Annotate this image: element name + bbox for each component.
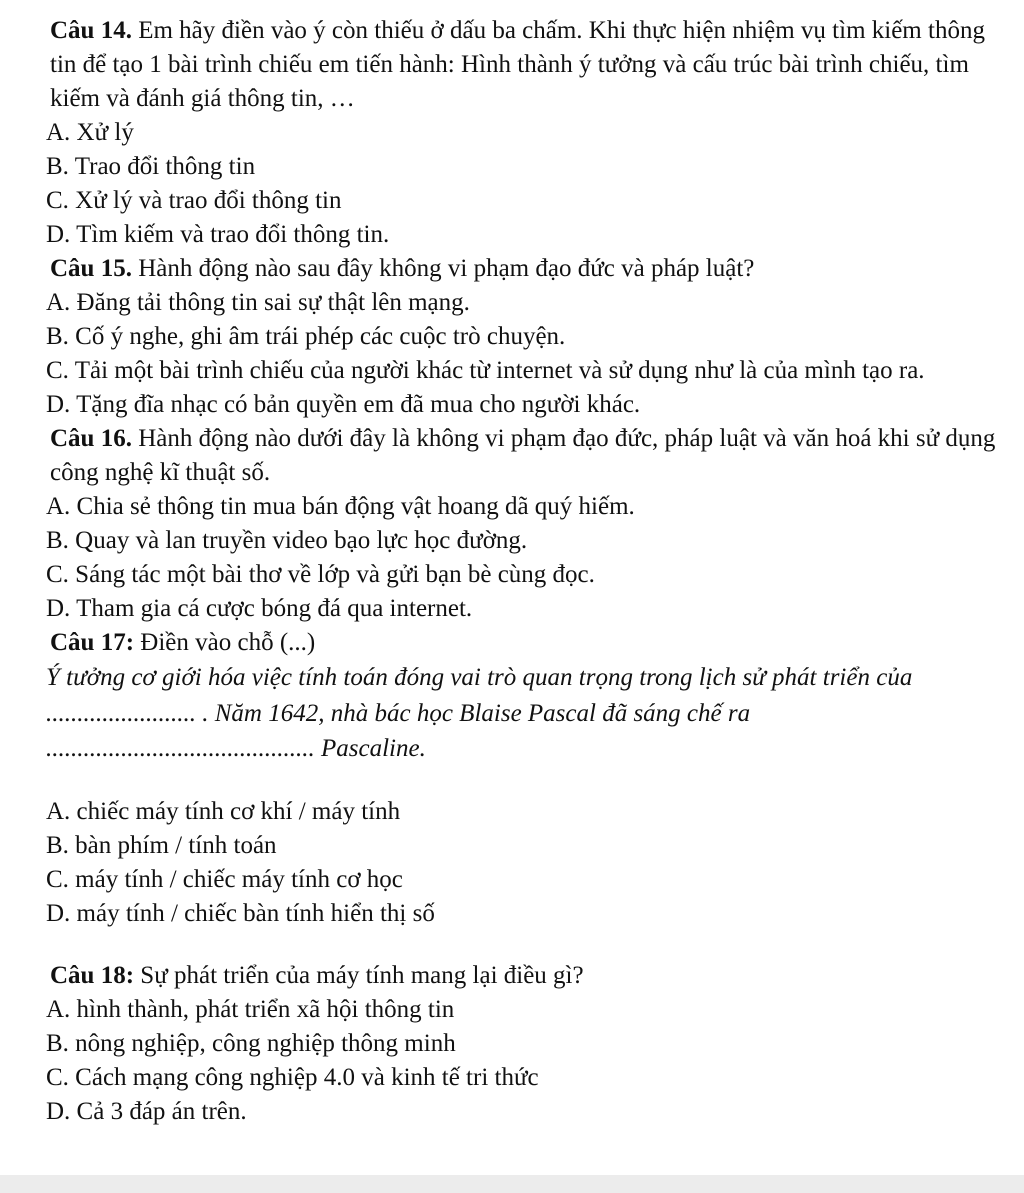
- question-14-label: Câu 14.: [50, 17, 132, 44]
- question-16-text: Hành động nào dưới đây là không vi phạm đạo đức, pháp luật và văn hoá khi sử dụng công nghệ kĩ thuật số.: [50, 425, 996, 486]
- question-17-passage: Ý tưởng cơ giới hóa việc tính toán đóng vai trò quan trọng trong lịch sử phát triển của ........................ . Năm 1642, nhà bác học Blaise Pascal đã sáng chế ra ........................................... Pascaline.: [46, 664, 913, 762]
- question-17-option-c: C. máy tính / chiếc máy tính cơ học: [46, 865, 403, 893]
- question-16-option-b: B. Quay và lan truyền video bạo lực học đường.: [46, 527, 528, 554]
- question-15-text: Hành động nào sau đây không vi phạm đạo đức và pháp luật?: [131, 255, 755, 282]
- spacer: [46, 931, 996, 959]
- question-14-option-a: A. Xử lý: [46, 119, 134, 146]
- question-17-option-b: B. bàn phím / tính toán: [46, 831, 277, 859]
- question-14-option-b: B. Trao đổi thông tin: [46, 153, 256, 180]
- bottom-edge-strip: [0, 1175, 1024, 1193]
- question-15-option-c: C. Tải một bài trình chiếu của người khác từ internet và sử dụng như là của mình tạo ra.: [46, 357, 925, 384]
- question-16-label: Câu 16.: [50, 425, 132, 452]
- question-18-label: Câu 18:: [50, 961, 135, 989]
- question-18-option-c: C. Cách mạng công nghiệp 4.0 và kinh tế tri thức: [46, 1063, 539, 1091]
- question-18-stem: [50, 959, 996, 993]
- question-16-option-d: D. Tham gia cá cược bóng đá qua internet.: [46, 595, 473, 622]
- question-17-option-d: D. máy tính / chiếc bàn tính hiển thị số: [46, 899, 435, 927]
- question-14-text: Em hãy điền vào ý còn thiếu ở dấu ba chấm. Khi thực hiện nhiệm vụ tìm kiếm thông tin để tạo 1 bài trình chiếu em tiến hành: Hình thành ý tưởng và cấu trúc bài trình chiếu, tìm kiếm và đánh giá thông tin, …: [50, 17, 985, 112]
- question-15-stem: [50, 252, 996, 286]
- question-14-option-c: C. Xử lý và trao đổi thông tin: [46, 187, 342, 214]
- question-16-option-c: C. Sáng tác một bài thơ về lớp và gửi bạn bè cùng đọc.: [46, 561, 595, 588]
- question-18-option-a: A. hình thành, phát triển xã hội thông tin: [46, 995, 455, 1023]
- question-18-option-b: B. nông nghiệp, công nghiệp thông minh: [46, 1029, 456, 1057]
- question-18-text: Sự phát triển của máy tính mang lại điều gì?: [134, 961, 584, 989]
- question-14-option-d: D. Tìm kiếm và trao đổi thông tin.: [46, 221, 390, 248]
- question-14-stem: [50, 14, 996, 116]
- question-15-label: Câu 15.: [50, 255, 132, 282]
- question-16-option-a: A. Chia sẻ thông tin mua bán động vật hoang dã quý hiếm.: [46, 493, 635, 520]
- question-16-stem: [50, 422, 996, 490]
- question-18-option-d: D. Cả 3 đáp án trên.: [46, 1097, 247, 1125]
- spacer: [46, 767, 996, 795]
- question-15-option-b: B. Cố ý nghe, ghi âm trái phép các cuộc trò chuyện.: [46, 323, 566, 350]
- question-17-option-a: A. chiếc máy tính cơ khí / máy tính: [46, 797, 401, 825]
- question-17-text: Điền vào chỗ (...): [134, 629, 316, 656]
- question-17-stem: [50, 626, 996, 660]
- question-15-option-d: D. Tặng đĩa nhạc có bản quyền em đã mua cho người khác.: [46, 391, 641, 418]
- question-list: [46, 14, 996, 1129]
- question-15-option-a: A. Đăng tải thông tin sai sự thật lên mạng.: [46, 289, 470, 316]
- question-17-label: Câu 17:: [50, 629, 135, 656]
